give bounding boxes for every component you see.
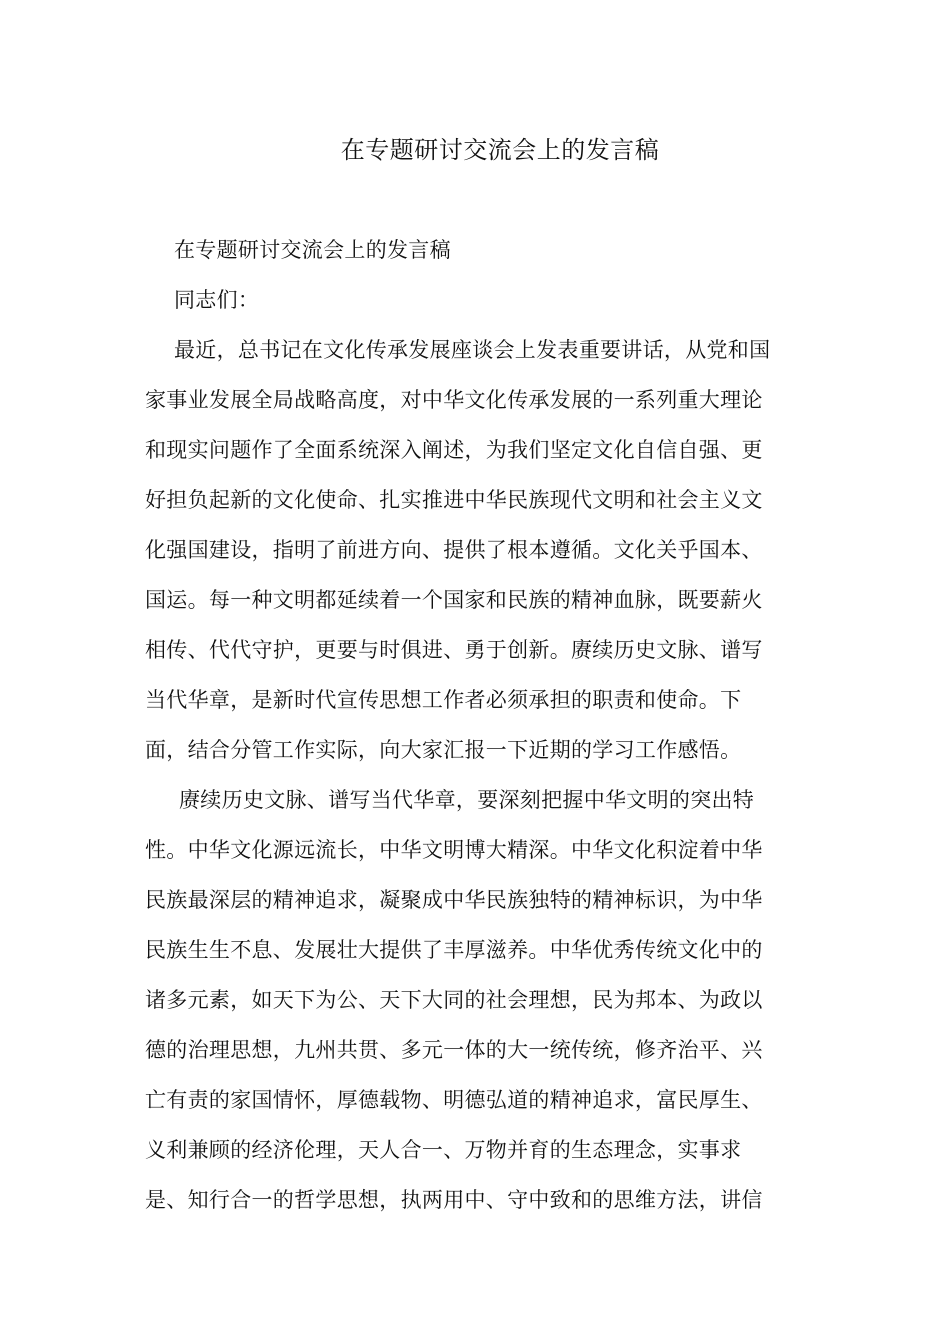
paragraph-line: 赓续历史文脉、谱写当代华章，要深刻把握中华文明的突出特 xyxy=(179,788,755,812)
body-subtitle: 在专题研讨交流会上的发言稿 xyxy=(174,238,451,262)
paragraph-line: 国运。每一种文明都延续着一个国家和民族的精神血脉，既要薪火 xyxy=(145,588,763,612)
paragraph-line: 是、知行合一的哲学思想，执两用中、守中致和的思维方法，讲信 xyxy=(145,1188,763,1212)
paragraph-line: 面，结合分管工作实际，向大家汇报一下近期的学习工作感悟。 xyxy=(145,738,742,762)
paragraph-line: 家事业发展全局战略高度，对中华文化传承发展的一系列重大理论 xyxy=(145,388,763,412)
paragraph-line: 民族最深层的精神追求，凝聚成中华民族独特的精神标识，为中华 xyxy=(145,888,763,912)
salutation: 同志们： xyxy=(174,288,260,312)
paragraph-line: 当代华章，是新时代宣传思想工作者必须承担的职责和使命。下 xyxy=(145,688,742,712)
paragraph-line: 亡有责的家国情怀，厚德载物、明德弘道的精神追求，富民厚生、 xyxy=(145,1088,763,1112)
paragraph-line: 民族生生不息、发展壮大提供了丰厚滋养。中华优秀传统文化中的 xyxy=(145,938,763,962)
paragraph-line: 性。中华文化源远流长，中华文明博大精深。中华文化积淀着中华 xyxy=(145,838,763,862)
paragraph-line: 相传、代代守护，更要与时俱进、勇于创新。赓续历史文脉、谱写 xyxy=(145,638,763,662)
document-title: 在专题研讨交流会上的发言稿 xyxy=(340,136,660,164)
document-body xyxy=(145,225,807,1225)
paragraph-line: 和现实问题作了全面系统深入阐述，为我们坚定文化自信自强、更 xyxy=(145,438,763,462)
paragraph-line: 最近，总书记在文化传承发展座谈会上发表重要讲话，从党和国 xyxy=(174,338,771,362)
paragraph-line: 好担负起新的文化使命、扎实推进中华民族现代文明和社会主义文 xyxy=(145,488,763,512)
paragraph-line: 诸多元素，如天下为公、天下大同的社会理想，民为邦本、为政以 xyxy=(145,988,763,1012)
paragraph-line: 德的治理思想，九州共贯、多元一体的大一统传统，修齐治平、兴 xyxy=(145,1038,763,1062)
paragraph-line: 义利兼顾的经济伦理，天人合一、万物并育的生态理念，实事求 xyxy=(145,1138,742,1162)
paragraph-line: 化强国建设，指明了前进方向、提供了根本遵循。文化关乎国本、 xyxy=(145,538,763,562)
